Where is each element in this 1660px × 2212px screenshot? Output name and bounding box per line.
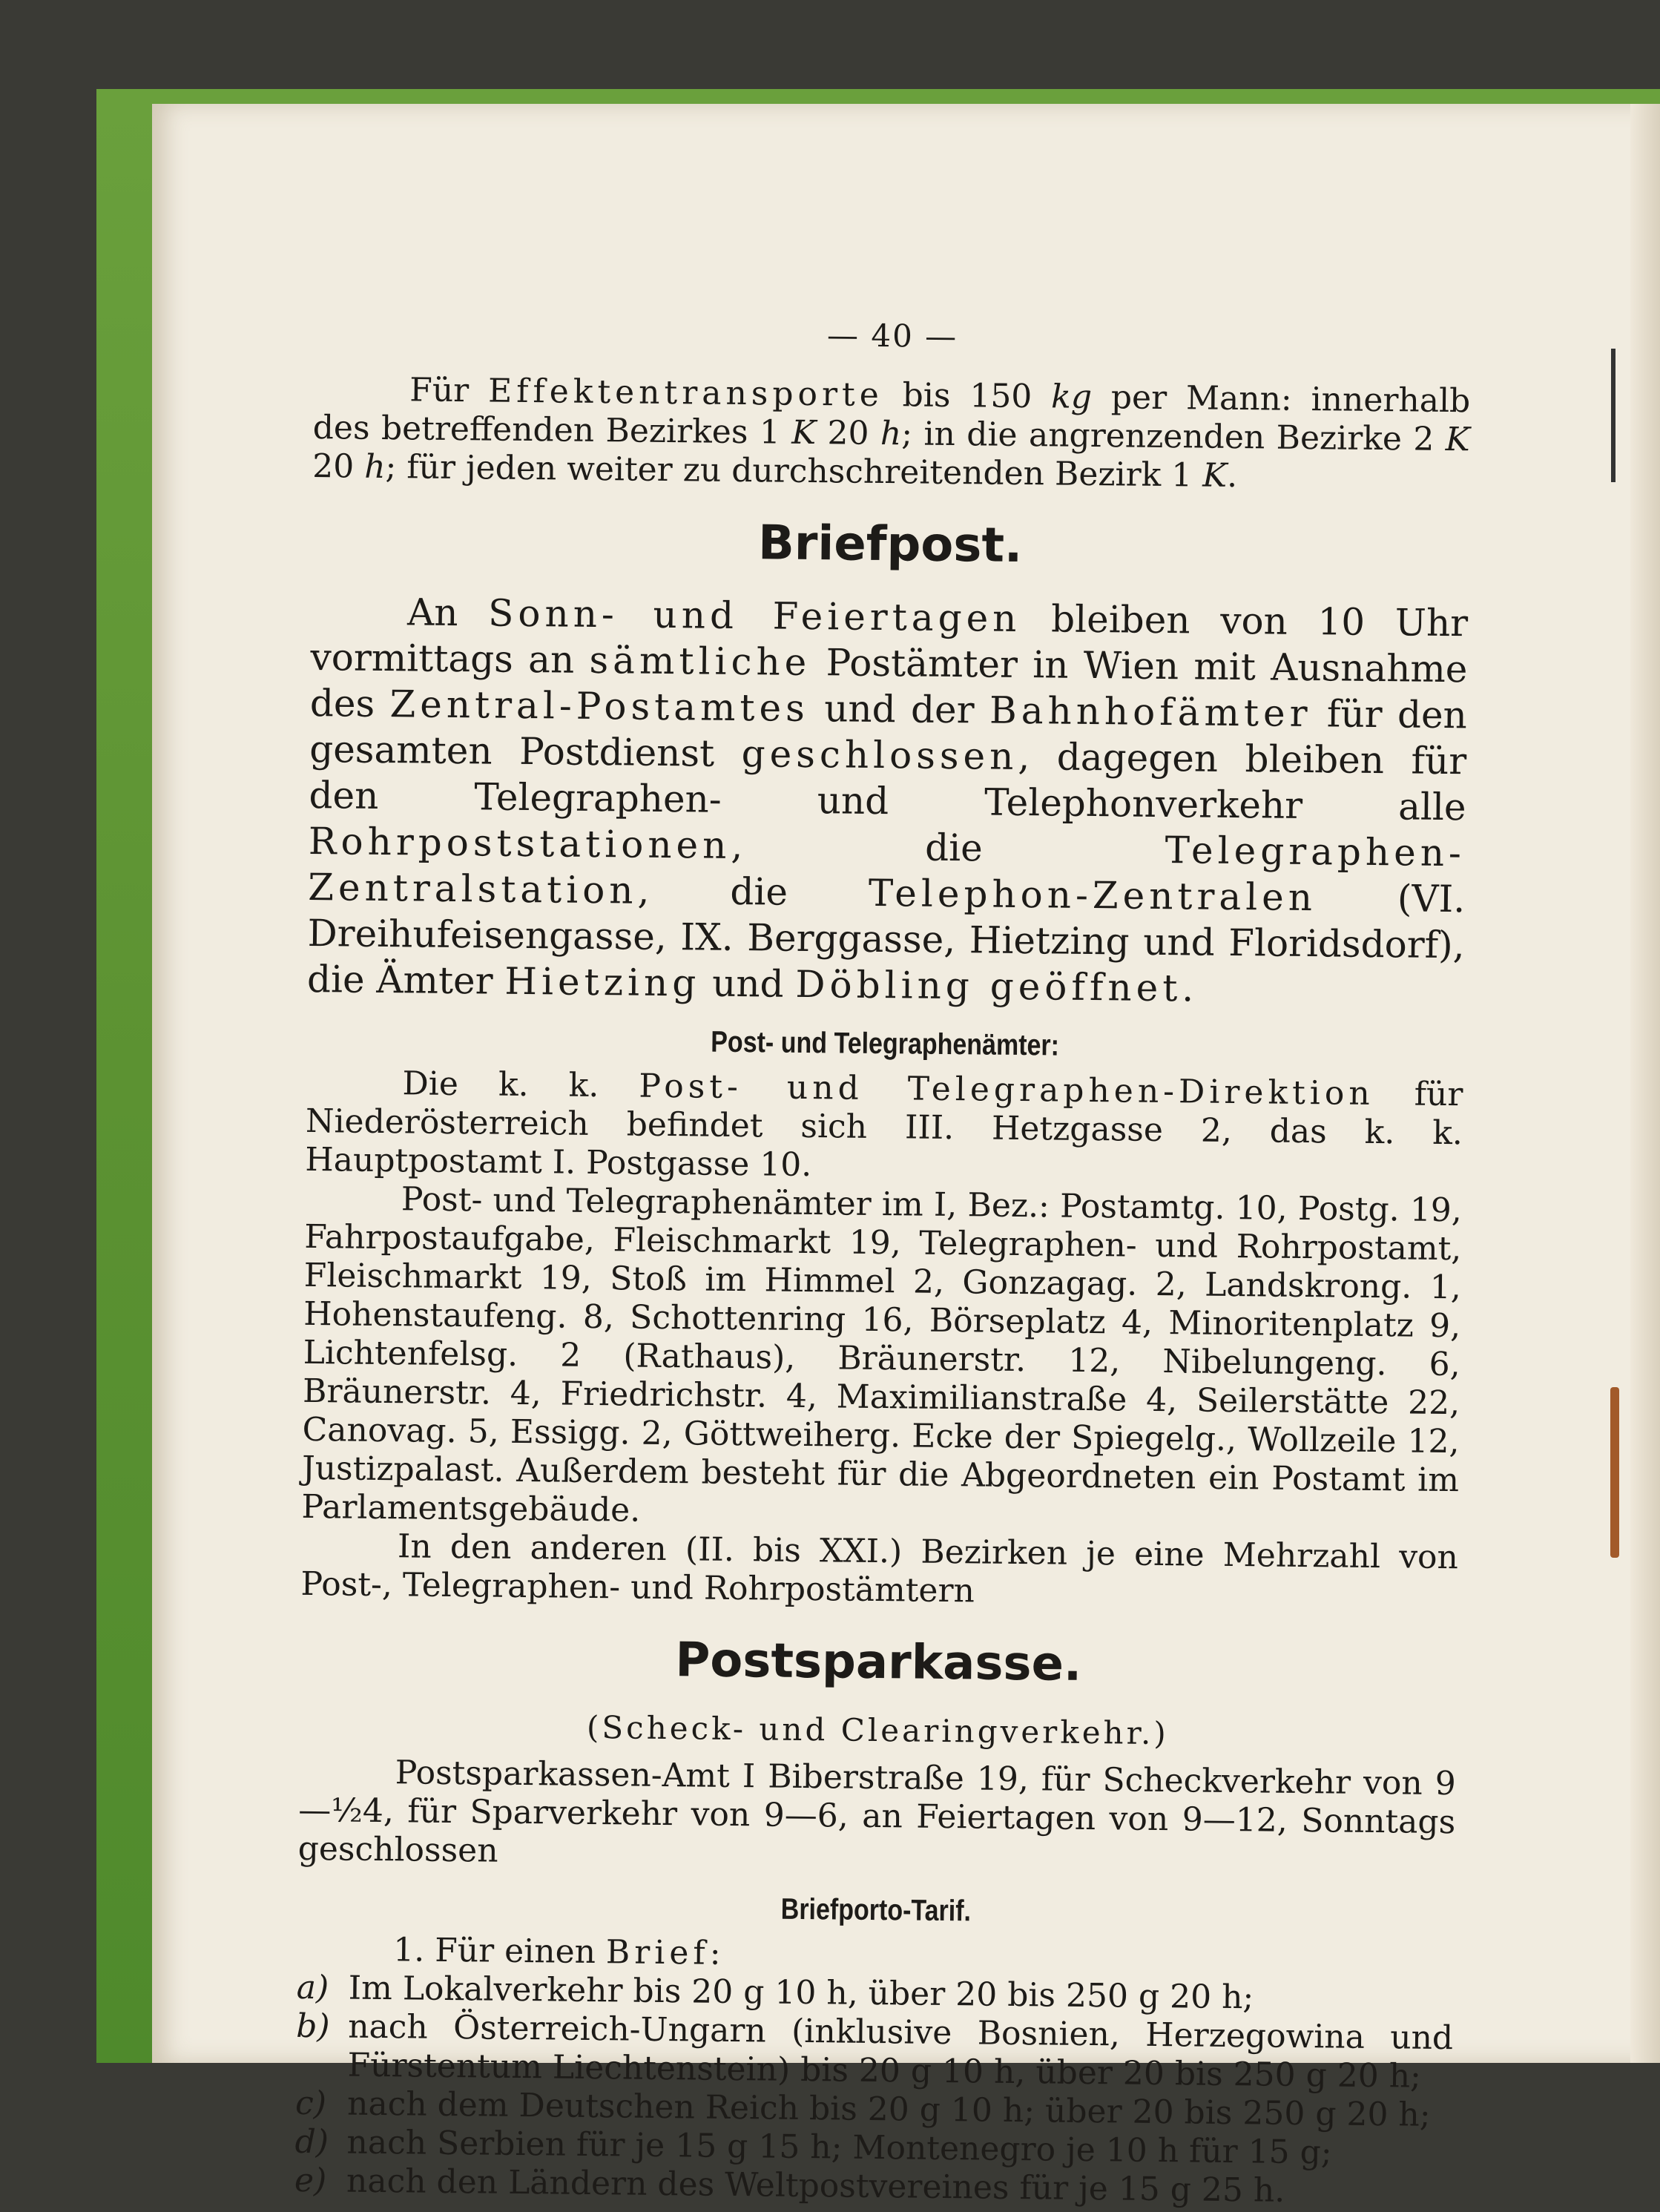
rust-mark: [1610, 1387, 1619, 1558]
tariff-item: [295, 2007, 1453, 2096]
aemter-paragraph: Post- und Telegraphenämter im I, Bez.: Postamtg. 10, Postg. 19, Fahrpostaufgabe, Fleischmarkt 19, Telegraphen- und Rohrpostamt, Fleischmarkt 19, Stoß im Himmel 2, Gonzagag. 2, Landskrong. 1, Hohenstaufeng. 8, Schottenring 16, Börseplatz 4, Minoritenplatz 9, Lichtenfelsg. 2 (Rathaus), Bräunerstr. 12, Nibelungeng. 6, Bräunerstr. 4, Friedrichstr. 4, Maximilianstraße 4, Seilerstätte 22, Canovag. 5, Essigg. 2, Göttweiherg. Ecke der Spiegelg., Wollzeile 12, Justizpalast. Außerdem besteht für die Abgeordneten ein Postamt im Parlamentsgebäude.: [301, 1180, 1463, 1530]
direktion-paragraph: Die k. k. Post- und Telegraphen-Direktion für Niederösterreich befindet sich III. Hetzgasse 2, das k. k. Hauptpostamt I. Postgasse 10.: [305, 1064, 1463, 1185]
briefpost-paragraph: An Sonn- und Feiertagen bleiben von 10 Uhr vormittags an sämtliche Postämter in Wien mit Ausnahme des Zentral-Postamtes und der Bahnhofämter für den gesamten Postdienst geschlossen, dagegen bleiben für den Telegraphen- und Telephonverkehr alle Rohrpoststationen, die Telegraphen-Zentralstation, die Telephon-Zentralen (VI. Dreihufeisengasse, IX. Berggasse, Hietzing und Floridsdorf), die Ämter Hietzing und Döbling geöffnet.: [306, 590, 1469, 1010]
tariff-text: nach den Ländern des Weltpostvereines für je 15 g 25 h.: [346, 2162, 1285, 2210]
post-telegraph-heading: Post- und Telegraphenämter:: [711, 1025, 1060, 1062]
tariff-text: nach Österreich-Ungarn (inklusive Bosnien, Herzegowina und Fürstentum Liechtenstein) bis 20 g 10 h, über 20 bis 250 g 20 h;: [347, 2007, 1454, 2096]
postsparkasse-heading: Postsparkasse.: [675, 1633, 1082, 1692]
tariff-label: c): [294, 2084, 327, 2123]
tariff-text: Im Lokalverkehr bis 20 g 10 h, über 20 bis 250 g 20 h;: [348, 1969, 1254, 2017]
postsparkasse-paragraph: Postsparkassen-Amt I Biberstraße 19, für Scheckverkehr von 9—¹⁄₂4, für Sparverkehr von 9—6, an Feiertagen von 9—12, Sonntags geschlossen: [297, 1754, 1456, 1870]
briefpost-heading: Briefpost.: [757, 516, 1023, 574]
postsparkasse-subtitle: (Scheck- und Clearingverkehr.): [586, 1708, 1170, 1752]
brief-item: 1. Für einen Brief:: [393, 1931, 721, 1972]
bezirke-paragraph: In den anderen (II. bis XXI.) Bezirken je eine Mehrzahl von Post-, Telegraphen- und Rohrpostämtern: [300, 1527, 1459, 1610]
briefporto-heading: Briefporto-Tarif.: [780, 1892, 972, 1928]
tariff-label: d): [294, 2122, 329, 2162]
intro-paragraph: Für Effektentransporte bis 150 kg per Mann: innerhalb des betreffenden Bezirkes 1 K 20 h; in die angrenzenden Bezirke 2 K 20 h; für jeden weiter zu durchschreitenden Bezirk 1 K.: [312, 371, 1471, 496]
page-number: — 40 —: [826, 317, 958, 355]
page-mark: [1611, 349, 1615, 482]
page-edge: [1630, 104, 1660, 2063]
tariff-label: e): [294, 2161, 327, 2200]
book-page: [152, 104, 1660, 2210]
tariff-label: b): [295, 2007, 330, 2046]
tariff-label: a): [296, 1968, 329, 2007]
tariff-text: nach dem Deutschen Reich bis 20 g 10 h; über 20 bis 250 g 20 h;: [346, 2084, 1431, 2134]
tariff-text: nach Serbien für je 15 g 15 h; Montenegro je 10 h für 15 g;: [346, 2123, 1332, 2172]
page-content: [294, 200, 1472, 2212]
